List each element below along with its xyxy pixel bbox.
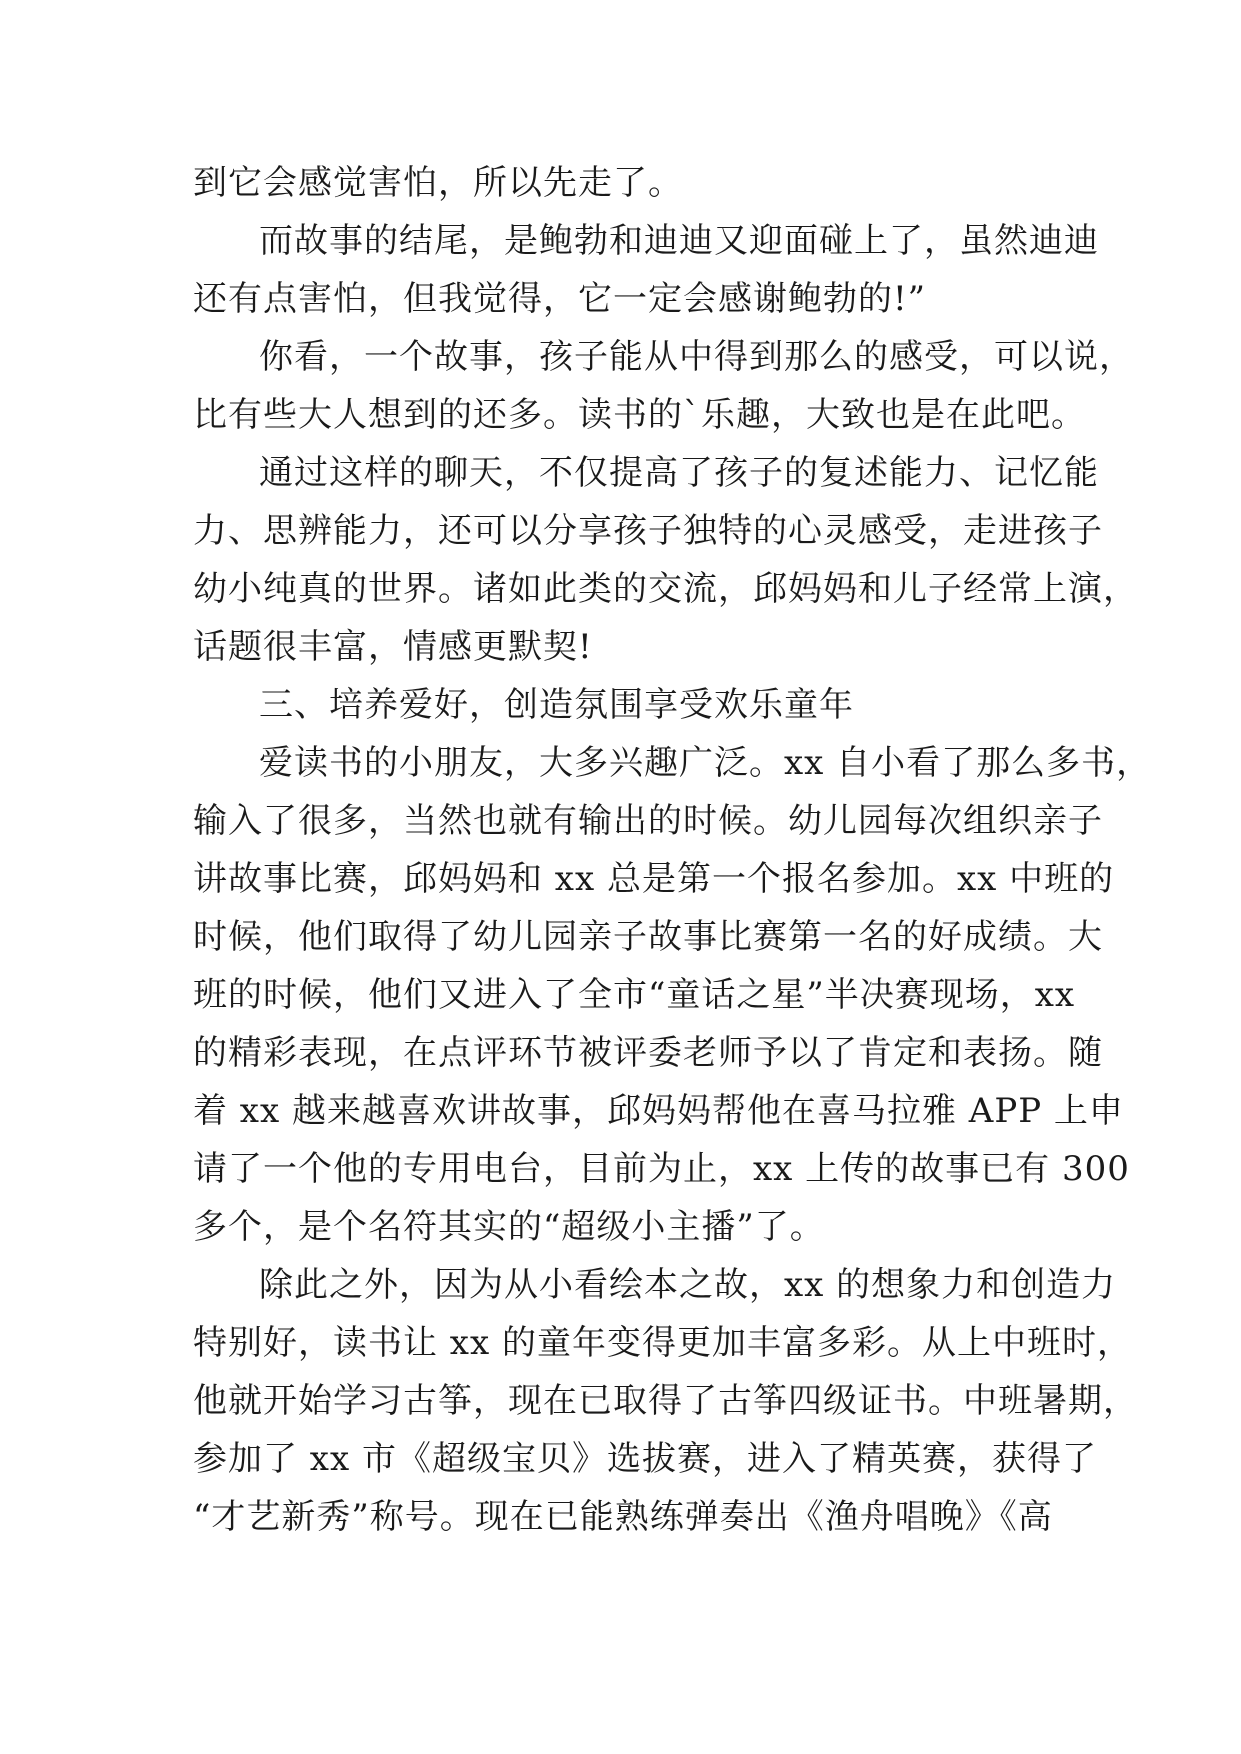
text-line-17: 着 xx 越来越喜欢讲故事，邱妈妈帮他在喜马拉雅 APP 上申 [193, 1091, 1124, 1131]
text-line-6: 通过这样的聊天，不仅提高了孩子的复述能力、记忆能 [259, 453, 1099, 493]
text-line-1: 到它会感觉害怕，所以先走了。 [193, 163, 683, 203]
text-line-23: 参加了 xx 市《超级宝贝》选拔赛，进入了精英赛，获得了 [193, 1439, 1097, 1479]
text-line-9: 话题很丰富，情感更默契! [193, 627, 593, 667]
text-line-16: 的精彩表现，在点评环节被评委老师予以了肯定和表扬。随 [193, 1033, 1103, 1073]
text-line-20: 除此之外，因为从小看绘本之故，xx 的想象力和创造力 [259, 1265, 1117, 1305]
section-heading: 三、培养爱好，创造氛围享受欢乐童年 [259, 685, 854, 725]
text-line-13: 讲故事比赛，邱妈妈和 xx 总是第一个报名参加。xx 中班的 [193, 859, 1115, 899]
text-line-18: 请了一个他的专用电台，目前为止，xx 上传的故事已有 300 [193, 1149, 1130, 1189]
text-line-14: 时候，他们取得了幼儿园亲子故事比赛第一名的好成绩。大 [193, 917, 1103, 957]
text-line-5: 比有些大人想到的还多。读书的`乐趣，大致也是在此吧。 [193, 395, 1086, 435]
text-line-7: 力、思辨能力，还可以分享孩子独特的心灵感受，走进孩子 [193, 511, 1103, 551]
text-line-11: 爱读书的小朋友，大多兴趣广泛。xx 自小看了那么多书， [259, 743, 1152, 783]
text-line-12: 输入了很多，当然也就有输出的时候。幼儿园每次组织亲子 [193, 801, 1103, 841]
text-line-19: 多个，是个名符其实的“超级小主播”了。 [193, 1207, 825, 1247]
text-line-3: 还有点害怕，但我觉得，它一定会感谢鲍勃的!” [193, 279, 927, 319]
text-line-15: 班的时候，他们又进入了全市“童话之星”半决赛现场，xx [193, 975, 1076, 1015]
text-line-22: 他就开始学习古筝，现在已取得了古筝四级证书。中班暑期， [193, 1381, 1138, 1421]
text-line-4: 你看，一个故事，孩子能从中得到那么的感受，可以说， [259, 337, 1134, 377]
text-line-2: 而故事的结尾，是鲍勃和迪迪又迎面碰上了，虽然迪迪 [259, 221, 1099, 261]
text-line-8: 幼小纯真的世界。诸如此类的交流，邱妈妈和儿子经常上演， [193, 569, 1138, 609]
text-line-24: “才艺新秀”称号。现在已能熟练弹奏出《渔舟唱晚》《高 [193, 1497, 1053, 1537]
text-line-21: 特别好，读书让 xx 的童年变得更加丰富多彩。从上中班时， [193, 1323, 1132, 1363]
